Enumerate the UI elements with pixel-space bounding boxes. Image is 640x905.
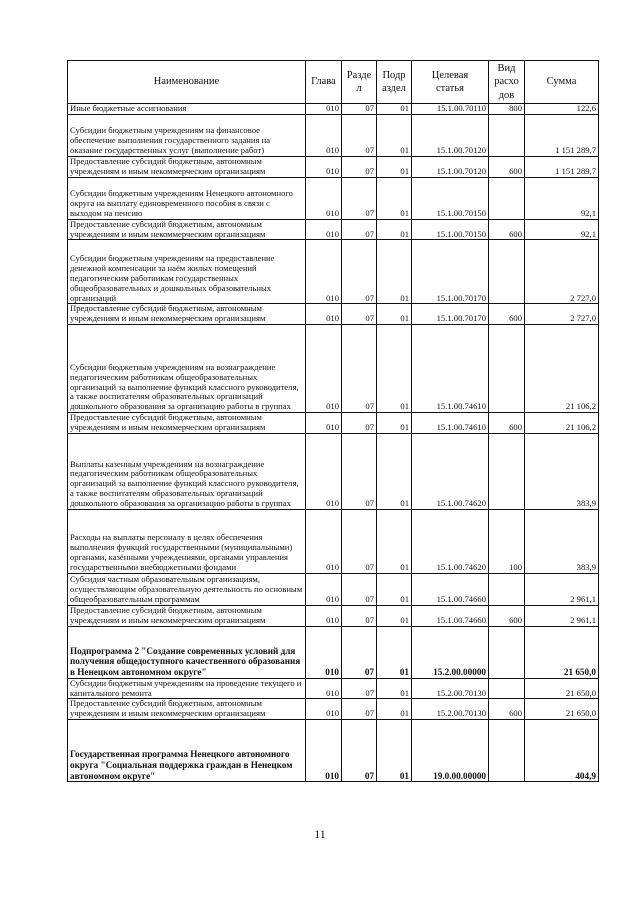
- cell-vid: [489, 573, 525, 605]
- table-row: [68, 605, 599, 626]
- cell-vid: 600: [489, 304, 525, 325]
- cell-glava: 010: [306, 605, 342, 626]
- cell-razdel: 07: [342, 104, 377, 115]
- cell-vid: 600: [489, 219, 525, 240]
- cell-summa: 21 106,2: [525, 413, 599, 434]
- cell-podrazdel: 01: [377, 104, 412, 115]
- cell-glava: 010: [306, 573, 342, 605]
- table-row: [68, 240, 599, 304]
- cell-celevaya: 15.2.00.70130: [412, 678, 489, 699]
- cell-celevaya: 15.2.00.00000: [412, 626, 489, 678]
- table-row: [68, 699, 599, 720]
- cell-podrazdel: 01: [377, 605, 412, 626]
- cell-glava: 010: [306, 509, 342, 573]
- cell-razdel: 07: [342, 678, 377, 699]
- page-number: 11: [314, 827, 326, 841]
- cell-vid: 800: [489, 104, 525, 115]
- cell-razdel: 07: [342, 325, 377, 413]
- cell-name: Субсидии бюджетным учреждениям на предоставление денежной компенсации за наём жилых помещений педагогическим работникам государственных общеобразовательных и дошкольных образовательных организаций: [68, 240, 306, 304]
- cell-razdel: 07: [342, 156, 377, 177]
- cell-vid: 600: [489, 699, 525, 720]
- cell-razdel: 07: [342, 573, 377, 605]
- table-row: [68, 114, 599, 156]
- cell-glava: 010: [306, 304, 342, 325]
- cell-celevaya: 15.1.00.70150: [412, 219, 489, 240]
- cell-glava: 010: [306, 626, 342, 678]
- header-summa: Сумма: [525, 61, 599, 104]
- cell-podrazdel: 01: [377, 177, 412, 219]
- cell-summa: 404,9: [525, 720, 599, 782]
- table-row: [68, 177, 599, 219]
- table-row: [68, 626, 599, 678]
- cell-vid: [489, 240, 525, 304]
- cell-razdel: 07: [342, 509, 377, 573]
- cell-celevaya: 15.1.00.70170: [412, 240, 489, 304]
- cell-celevaya: 15.1.00.70120: [412, 114, 489, 156]
- cell-summa: 21 650,0: [525, 699, 599, 720]
- cell-name: Расходы на выплаты персоналу в целях обеспечения выполнения функций государственными (муниципальными) органами, казёнными учреждениями, органами управления государственными внебюджетными фондами: [68, 509, 306, 573]
- cell-razdel: 07: [342, 699, 377, 720]
- cell-name: Субсидии бюджетным учреждениям на финансовое обеспечение выполнения государственного задания на оказание государственных услуг (выполнение работ): [68, 114, 306, 156]
- table-row: [68, 720, 599, 782]
- cell-name: Субсидии бюджетным учреждениям Ненецкого автономного округа на выплату единовременного пособия в связи с выходом на пенсию: [68, 177, 306, 219]
- cell-vid: 100: [489, 509, 525, 573]
- cell-razdel: 07: [342, 219, 377, 240]
- cell-summa: 21 650,0: [525, 678, 599, 699]
- cell-glava: 010: [306, 720, 342, 782]
- cell-glava: 010: [306, 177, 342, 219]
- cell-summa: 1 151 289,7: [525, 114, 599, 156]
- cell-vid: 600: [489, 605, 525, 626]
- cell-glava: 010: [306, 240, 342, 304]
- cell-razdel: 07: [342, 605, 377, 626]
- cell-razdel: 07: [342, 720, 377, 782]
- header-vid: Вид расхо дов: [489, 61, 525, 104]
- cell-summa: 2 961,1: [525, 573, 599, 605]
- cell-name: Субсидия частным образовательным организациям, осуществляющим образовательную деятельность по основным общеобразовательным программам: [68, 573, 306, 605]
- cell-podrazdel: 01: [377, 219, 412, 240]
- cell-summa: 21 106,2: [525, 325, 599, 413]
- cell-podrazdel: 01: [377, 240, 412, 304]
- table-row: [68, 678, 599, 699]
- cell-summa: 2 727,0: [525, 304, 599, 325]
- cell-razdel: 07: [342, 177, 377, 219]
- cell-podrazdel: 01: [377, 156, 412, 177]
- cell-podrazdel: 01: [377, 304, 412, 325]
- cell-summa: 2 961,1: [525, 605, 599, 626]
- cell-podrazdel: 01: [377, 626, 412, 678]
- table-row: [68, 509, 599, 573]
- cell-summa: 92,1: [525, 219, 599, 240]
- table-row: [68, 156, 599, 177]
- cell-celevaya: 15.1.00.74620: [412, 433, 489, 509]
- cell-celevaya: 15.1.00.70170: [412, 304, 489, 325]
- cell-name: Государственная программа Ненецкого автономного округа "Социальная поддержка граждан в Ненецком автономном округе": [68, 720, 306, 782]
- budget-table: [67, 60, 599, 782]
- cell-glava: 010: [306, 114, 342, 156]
- cell-vid: 600: [489, 156, 525, 177]
- cell-podrazdel: 01: [377, 678, 412, 699]
- cell-glava: 010: [306, 219, 342, 240]
- cell-vid: [489, 720, 525, 782]
- cell-podrazdel: 01: [377, 413, 412, 434]
- cell-name: Выплаты казенным учреждениям на вознаграждение педагогическим работникам общеобразовательных организаций за выполнение функций классного руководителя, а также воспитателям образовательных организаций дошкольного образования за организацию работы в группах: [68, 433, 306, 509]
- cell-celevaya: 19.0.00.00000: [412, 720, 489, 782]
- cell-glava: 010: [306, 156, 342, 177]
- header-name: Наименование: [68, 61, 306, 104]
- table-row: [68, 573, 599, 605]
- cell-podrazdel: 01: [377, 573, 412, 605]
- cell-vid: [489, 325, 525, 413]
- header-podrazdel: Подр аздел: [377, 61, 412, 104]
- table-header-row: [68, 61, 599, 104]
- cell-podrazdel: 01: [377, 509, 412, 573]
- cell-vid: [489, 678, 525, 699]
- cell-summa: 383,9: [525, 509, 599, 573]
- cell-name: Предоставление субсидий бюджетным, автономным учреждениям и иным некоммерческим организациям: [68, 156, 306, 177]
- cell-glava: 010: [306, 699, 342, 720]
- cell-vid: [489, 177, 525, 219]
- cell-glava: 010: [306, 678, 342, 699]
- cell-vid: [489, 433, 525, 509]
- cell-celevaya: 15.1.00.70150: [412, 177, 489, 219]
- cell-summa: 21 650,0: [525, 626, 599, 678]
- cell-razdel: 07: [342, 114, 377, 156]
- cell-razdel: 07: [342, 304, 377, 325]
- cell-razdel: 07: [342, 626, 377, 678]
- header-razdel: Разде л: [342, 61, 377, 104]
- table-row: [68, 219, 599, 240]
- cell-podrazdel: 01: [377, 114, 412, 156]
- table-row: [68, 413, 599, 434]
- cell-name: Подпрограмма 2 "Создание современных условий для получения общедоступного качественного образования в Ненецком автономном округе": [68, 626, 306, 678]
- cell-name: Предоставление субсидий бюджетным, автономным учреждениям и иным некоммерческим организациям: [68, 699, 306, 720]
- cell-razdel: 07: [342, 240, 377, 304]
- cell-name: Предоставление субсидий бюджетным, автономным учреждениям и иным некоммерческим организациям: [68, 605, 306, 626]
- cell-vid: 600: [489, 413, 525, 434]
- table-row: [68, 325, 599, 413]
- cell-celevaya: 15.1.00.70110: [412, 104, 489, 115]
- cell-celevaya: 15.1.00.74610: [412, 413, 489, 434]
- cell-celevaya: 15.1.00.74620: [412, 509, 489, 573]
- cell-podrazdel: 01: [377, 433, 412, 509]
- cell-glava: 010: [306, 325, 342, 413]
- cell-glava: 010: [306, 413, 342, 434]
- cell-celevaya: 15.1.00.74660: [412, 605, 489, 626]
- cell-razdel: 07: [342, 413, 377, 434]
- cell-celevaya: 15.1.00.74660: [412, 573, 489, 605]
- cell-name: Предоставление субсидий бюджетным, автономным учреждениям и иным некоммерческим организациям: [68, 304, 306, 325]
- cell-summa: 92,1: [525, 177, 599, 219]
- cell-name: Субсидии бюджетным учреждениям на вознаграждение педагогическим работникам общеобразовательных организаций за выполнение функций классного руководителя, а также воспитателям образовательных организаций дошкольного образования за организацию работы в группах: [68, 325, 306, 413]
- cell-summa: 122,6: [525, 104, 599, 115]
- cell-summa: 2 727,0: [525, 240, 599, 304]
- cell-summa: 1 151 289,7: [525, 156, 599, 177]
- cell-podrazdel: 01: [377, 699, 412, 720]
- table-row: [68, 304, 599, 325]
- header-glava: Глава: [306, 61, 342, 104]
- cell-name: Иные бюджетные ассигнования: [68, 104, 306, 115]
- cell-glava: 010: [306, 104, 342, 115]
- table-body: [68, 104, 599, 782]
- cell-vid: [489, 626, 525, 678]
- cell-podrazdel: 01: [377, 325, 412, 413]
- cell-glava: 010: [306, 433, 342, 509]
- table-row: [68, 104, 599, 115]
- cell-celevaya: 15.1.00.74610: [412, 325, 489, 413]
- cell-name: Предоставление субсидий бюджетным, автономным учреждениям и иным некоммерческим организациям: [68, 219, 306, 240]
- cell-name: Субсидии бюджетным учреждениям на проведение текущего и капитального ремонта: [68, 678, 306, 699]
- cell-celevaya: 15.1.00.70120: [412, 156, 489, 177]
- table-row: [68, 433, 599, 509]
- cell-razdel: 07: [342, 433, 377, 509]
- cell-podrazdel: 01: [377, 720, 412, 782]
- cell-summa: 383,9: [525, 433, 599, 509]
- cell-celevaya: 15.2.00.70130: [412, 699, 489, 720]
- header-celevaya: Целевая статья: [412, 61, 489, 104]
- cell-name: Предоставление субсидий бюджетным, автономным учреждениям и иным некоммерческим организациям: [68, 413, 306, 434]
- cell-vid: [489, 114, 525, 156]
